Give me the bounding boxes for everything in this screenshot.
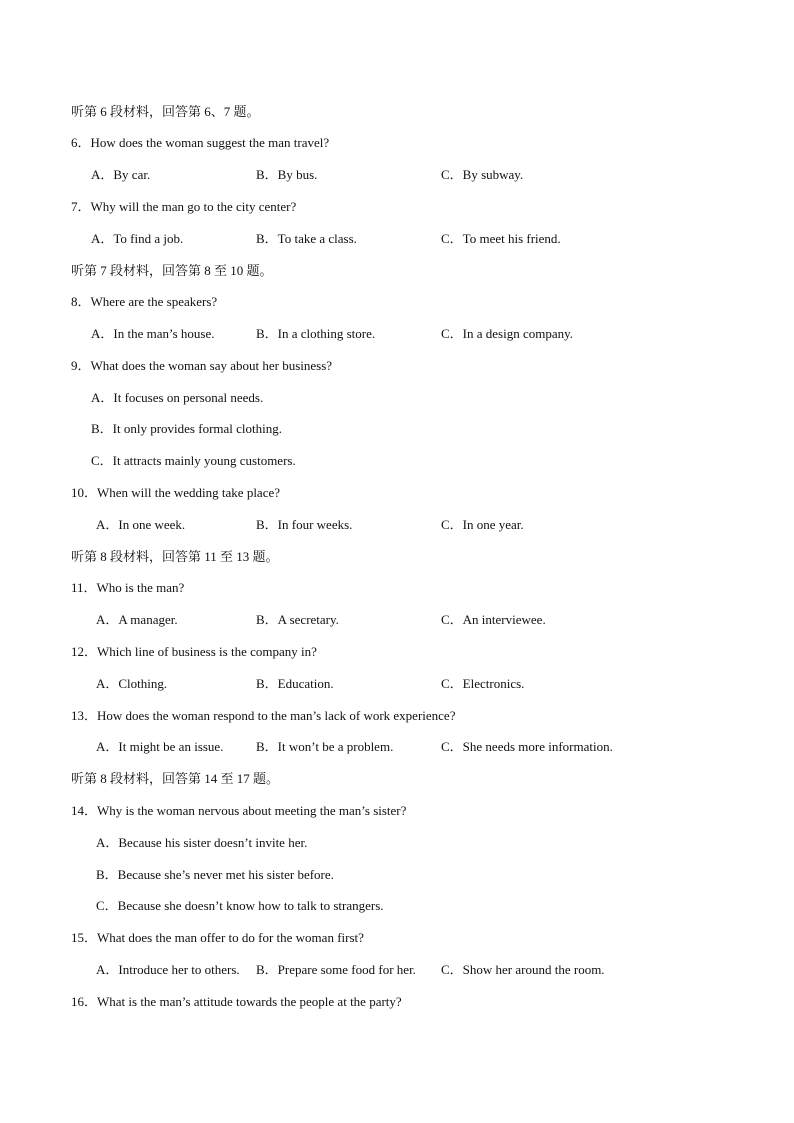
question-9-option-c: C．It attracts mainly young customers. [91, 453, 296, 468]
question-15-option-b: B．Prepare some food for her. [256, 962, 416, 977]
question-9-option-b: B．It only provides formal clothing. [91, 421, 283, 436]
question-11-stem: 11．Who is the man? [71, 580, 185, 595]
question-12-stem: 12．Which line of business is the company in? [71, 644, 317, 659]
question-8-option-a: A．In the man’s house. [91, 326, 215, 341]
question-16-stem: 16．What is the man’s attitude towards the people at the party? [71, 994, 402, 1009]
question-7-option-a: A．To find a job. [91, 231, 184, 246]
question-15-stem: 15．What does the man offer to do for the woman first? [71, 930, 364, 945]
question-14-option-a: A．Because his sister doesn’t invite her. [96, 835, 308, 850]
question-6-option-b: B．By bus. [256, 167, 318, 182]
question-13-option-c: C．She needs more information. [441, 739, 613, 754]
question-8-stem: 8．Where are the speakers? [71, 294, 218, 309]
question-9-stem: 9．What does the woman say about her business? [71, 358, 333, 373]
question-14-option-b: B．Because she’s never met his sister before. [96, 867, 334, 882]
question-13-option-a: A．It might be an issue. [96, 739, 224, 754]
question-10-option-a: A．In one week. [96, 517, 186, 532]
section-header-11-13: 听第 8 段材料，回答第 11 至 13 题。 [71, 549, 279, 564]
question-7-option-c: C．To meet his friend. [441, 231, 561, 246]
question-12-option-c: C．Electronics. [441, 676, 525, 691]
section-header-6-7: 听第 6 段材料，回答第 6、7 题。 [71, 104, 260, 119]
question-6-option-a: A．By car. [91, 167, 151, 182]
section-header-14-17: 听第 8 段材料，回答第 14 至 17 题。 [71, 771, 280, 786]
question-12-option-a: A．Clothing. [96, 676, 168, 691]
question-11-option-a: A．A manager. [96, 612, 178, 627]
question-14-option-c: C．Because she doesn’t know how to talk to strangers. [96, 898, 384, 913]
question-8-option-b: B．In a clothing store. [256, 326, 376, 341]
question-12-option-b: B．Education. [256, 676, 334, 691]
question-10-option-b: B．In four weeks. [256, 517, 353, 532]
question-11-option-b: B．A secretary. [256, 612, 339, 627]
question-15-option-a: A．Introduce her to others. [96, 962, 240, 977]
question-9-option-a: A．It focuses on personal needs. [91, 390, 264, 405]
question-11-option-c: C．An interviewee. [441, 612, 546, 627]
question-10-option-c: C．In one year. [441, 517, 524, 532]
question-14-stem: 14．Why is the woman nervous about meeting the man’s sister? [71, 803, 407, 818]
question-6-option-c: C．By subway. [441, 167, 524, 182]
question-10-stem: 10．When will the wedding take place? [71, 485, 281, 500]
question-15-option-c: C．Show her around the room. [441, 962, 605, 977]
question-7-option-b: B．To take a class. [256, 231, 357, 246]
section-header-8-10: 听第 7 段材料，回答第 8 至 10 题。 [71, 263, 273, 278]
question-13-stem: 13．How does the woman respond to the man’s lack of work experience? [71, 708, 456, 723]
question-7-stem: 7．Why will the man go to the city center? [71, 199, 297, 214]
question-8-option-c: C．In a design company. [441, 326, 574, 341]
question-13-option-b: B．It won’t be a problem. [256, 739, 394, 754]
question-6-stem: 6．How does the woman suggest the man travel? [71, 135, 330, 150]
